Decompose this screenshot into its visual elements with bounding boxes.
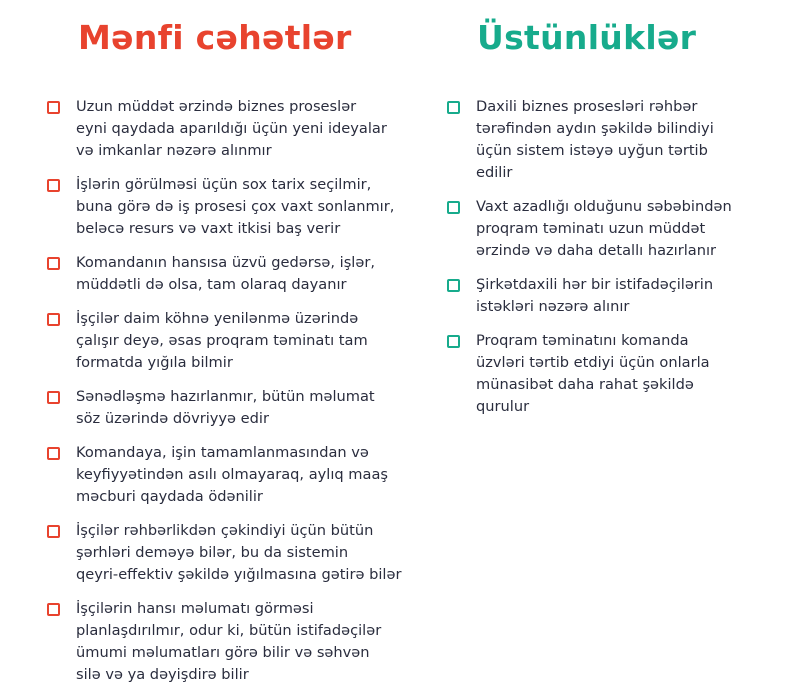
- checkbox-square-icon: [47, 525, 60, 538]
- list-item: [47, 386, 401, 430]
- checkbox-square-icon: [47, 313, 60, 326]
- checkbox-square-icon: [47, 603, 60, 616]
- item-text-line: beləcə resurs və vaxt itkisi baş verir: [76, 220, 341, 237]
- advantages-list: [447, 96, 732, 430]
- list-item: [447, 330, 732, 418]
- item-text-line: Proqram təminatını komanda: [476, 332, 689, 349]
- item-text-line: edilir: [476, 164, 513, 181]
- list-item: [47, 308, 401, 374]
- item-text-line: qeyri-effektiv şəkildə yığılmasına gətirə bilər: [76, 566, 402, 583]
- item-text-line: buna görə də iş prosesi çox vaxt sonlanmır,: [76, 198, 395, 215]
- checkbox-square-icon: [47, 447, 60, 460]
- item-text-line: formatda yığıla bilmir: [76, 354, 233, 371]
- item-text-line: istəkləri nəzərə alınır: [476, 298, 630, 315]
- item-text-line: planlaşdırılmır, odur ki, bütün istifadəçilər: [76, 622, 382, 639]
- list-item: [47, 96, 401, 162]
- item-text-line: üçün sistem istəyə uyğun tərtib: [476, 142, 708, 159]
- checkbox-square-icon: [447, 279, 460, 292]
- item-text-line: Daxili biznes prosesləri rəhbər: [476, 98, 698, 115]
- list-item: [447, 196, 732, 262]
- list-item: [47, 598, 401, 686]
- checkbox-square-icon: [47, 101, 60, 114]
- list-item: [47, 442, 401, 508]
- item-text-line: Uzun müddət ərzində biznes proseslər: [76, 98, 357, 115]
- negatives-list: [47, 96, 401, 698]
- list-item: [47, 252, 401, 296]
- item-text-line: İşçilər rəhbərlikdən çəkindiyi üçün bütün: [76, 522, 374, 539]
- checkbox-square-icon: [447, 335, 460, 348]
- advantages-title: Üstünlüklər: [477, 18, 697, 57]
- checkbox-square-icon: [447, 201, 460, 214]
- item-text-line: İşçilər daim köhnə yenilənmə üzərində: [76, 310, 359, 327]
- item-text-line: İşlərin görülməsi üçün sox tarix seçilmir,: [76, 176, 372, 193]
- item-text-line: münasibət daha rahat şəkildə: [476, 376, 694, 393]
- item-text-line: Komandaya, işin tamamlanmasından və: [76, 444, 369, 461]
- item-text-line: Komandanın hansısa üzvü gedərsə, işlər,: [76, 254, 375, 271]
- negatives-title: Mənfi cəhətlər: [78, 18, 352, 57]
- checkbox-square-icon: [47, 257, 60, 270]
- item-text-line: Şirkətdaxili hər bir istifadəçilərin: [476, 276, 714, 293]
- list-item: [47, 174, 401, 240]
- checkbox-square-icon: [447, 101, 460, 114]
- item-text-line: İşçilərin hansı məlumatı görməsi: [76, 600, 314, 617]
- item-text-line: ərzində və daha detallı hazırlanır: [476, 242, 717, 259]
- list-item: [447, 96, 732, 184]
- item-text-line: şərhləri deməyə bilər, bu da sistemin: [76, 544, 349, 561]
- item-text-line: çalışır deyə, əsas proqram təminatı tam: [76, 332, 368, 349]
- item-text-line: söz üzərində dövriyyə edir: [76, 410, 269, 427]
- list-item: [47, 520, 401, 586]
- item-text-line: Vaxt azadlığı olduğunu səbəbindən: [476, 198, 732, 215]
- item-text-line: eyni qaydada aparıldığı üçün yeni ideyalar: [76, 120, 387, 137]
- item-text-line: ümumi məlumatları görə bilir və səhvən: [76, 644, 370, 661]
- checkbox-square-icon: [47, 391, 60, 404]
- item-text-line: proqram təminatı uzun müddət: [476, 220, 706, 237]
- item-text-line: keyfiyyətindən asılı olmayaraq, aylıq maaş: [76, 466, 388, 483]
- item-text-line: silə və ya dəyişdirə bilir: [76, 666, 249, 683]
- item-text-line: qurulur: [476, 398, 530, 415]
- item-text-line: və imkanlar nəzərə alınmır: [76, 142, 272, 159]
- item-text-line: Sənədləşmə hazırlanmır, bütün məlumat: [76, 388, 375, 405]
- list-item: [447, 274, 732, 318]
- item-text-line: müddətli də olsa, tam olaraq dayanır: [76, 276, 347, 293]
- item-text-line: məcburi qaydada ödənilir: [76, 488, 263, 505]
- item-text-line: üzvləri tərtib etdiyi üçün onlarla: [476, 354, 710, 371]
- checkbox-square-icon: [47, 179, 60, 192]
- item-text-line: tərəfindən aydın şəkildə bilindiyi: [476, 120, 714, 137]
